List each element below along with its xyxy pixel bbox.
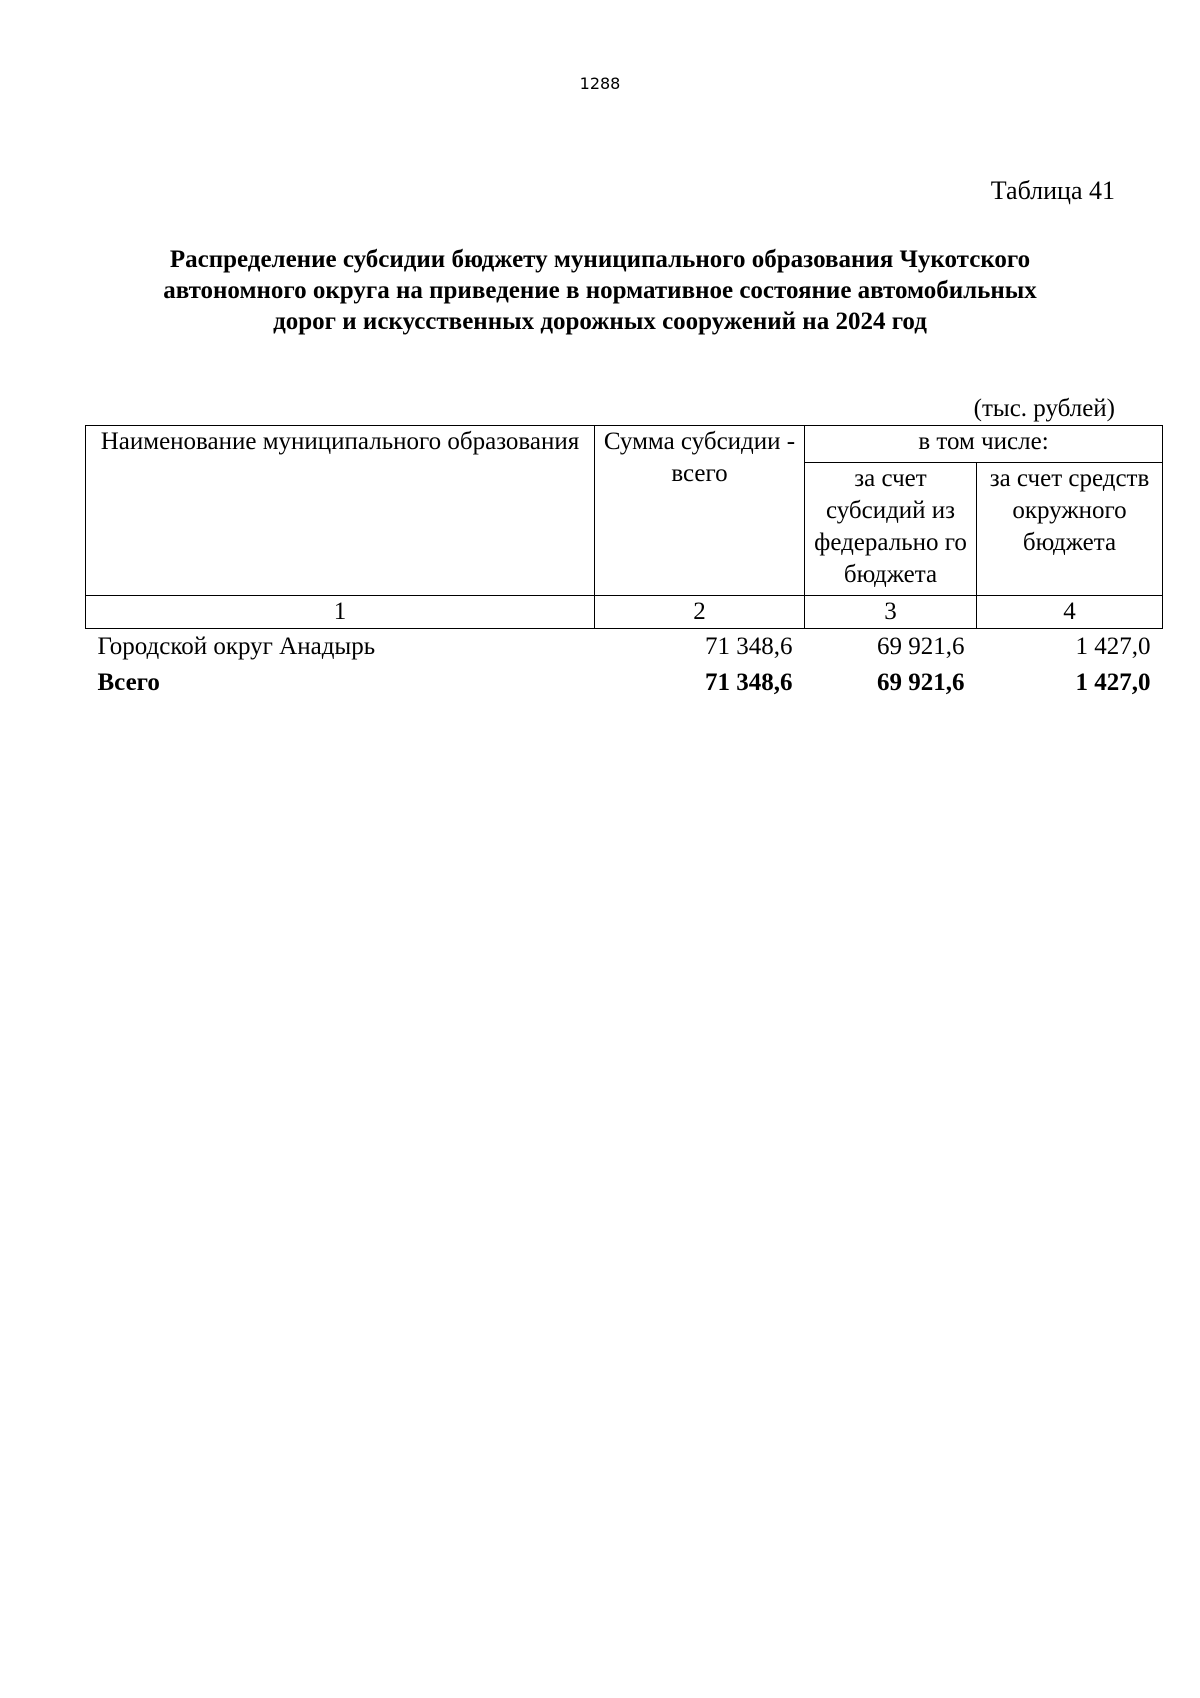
column-number: 2	[595, 596, 805, 629]
total-federal-amount: 69 921,6	[877, 669, 965, 696]
column-number: 1	[86, 596, 595, 629]
table-label: Таблица 41	[990, 176, 1115, 205]
row-regional-amount: 1 427,0	[1075, 633, 1151, 660]
header-regional-budget: за счет средств окружного бюджета	[977, 463, 1163, 596]
title-line: Распределение субсидии бюджету муниципального образования Чукотского	[169, 246, 1031, 273]
document-title	[85, 244, 1115, 337]
header-subsidy-total: Сумма субсидии - всего	[595, 426, 805, 596]
subsidy-table	[85, 425, 1163, 701]
total-subsidy-amount: 71 348,6	[705, 669, 793, 696]
table-row	[86, 629, 1163, 666]
row-subsidy-total: 71 348,6	[705, 633, 793, 660]
total-regional-amount: 1 427,0	[1075, 669, 1151, 696]
row-federal-amount: 69 921,6	[877, 633, 965, 660]
column-number: 3	[805, 596, 977, 629]
title-line: автономного округа на приведение в нормативное состояние автомобильных	[163, 277, 1037, 304]
header-including: в том числе:	[805, 426, 1163, 463]
total-row	[86, 665, 1163, 701]
title-line: дорог и искусственных дорожных сооружений на 2024 год	[273, 308, 927, 335]
page-number: 1288	[579, 74, 621, 93]
column-number: 4	[977, 596, 1163, 629]
row-municipality-name: Городской округ Анадырь	[97, 633, 376, 660]
header-municipality-name: Наименование муниципального образования	[86, 426, 595, 596]
header-federal-budget: за счет субсидий из федерально го бюджета	[805, 463, 977, 596]
total-label: Всего	[97, 669, 160, 696]
units-note: (тыс. рублей)	[973, 395, 1115, 422]
